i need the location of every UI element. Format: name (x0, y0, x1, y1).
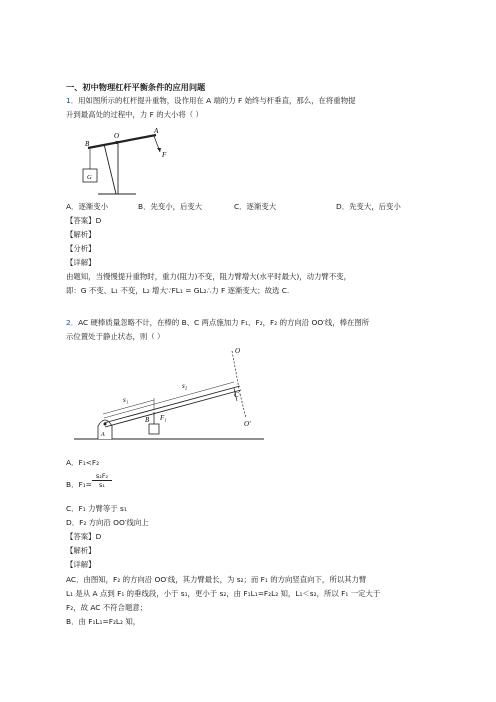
q1-stem-line1: 1．用如图所示的杠杆提升重物，设作用在 A 端的力 F 始终与杆垂直，那么，在将重物提 (66, 96, 356, 105)
q2-number: 2． (66, 318, 79, 327)
q1-label-g: G (87, 174, 92, 181)
q1-option-a: A．逐渐变小 (66, 202, 109, 211)
q1-answer: 【答案】D (66, 216, 102, 225)
q2-detail-line3: F₂，故 AC 不符合题意； (66, 603, 148, 612)
q1-detail-line1: 由题知，当慢慢提升重物时，重力(阻力)不变，阻力臂增大(水平时最大)，动力臂不变， (66, 272, 351, 281)
q1-lever-bar (88, 135, 156, 148)
q2-option-a: A．F₁<F₂ (66, 458, 100, 467)
q2-f1-weight (149, 424, 159, 434)
q2-label-a: A (101, 432, 105, 438)
q2-detail-line4: B．由 F₁L₁=F₂L₂ 知， (66, 617, 141, 626)
q1-detail-head: 【详解】 (66, 258, 96, 267)
q2-stem-line1: 2．AC 硬棒质量忽略不计，在棒的 B、C 两点施加力 F₁、F₂，F₂ 的方向沿 OO′线，棒在图所 (66, 318, 370, 327)
q2-label-o: O (235, 347, 241, 355)
q2-label-f1: F₁ (160, 414, 167, 422)
q1-number: 1． (66, 96, 79, 105)
q1-lever-figure (78, 124, 178, 196)
q2-rod-top (104, 386, 240, 423)
q1-option-c: C．逐渐变大 (234, 202, 277, 211)
q2-stem-line2: 示位置处于静止状态，则（ ） (66, 332, 165, 341)
q1-pivot (115, 141, 118, 144)
q2-detail-head: 【详解】 (66, 560, 96, 569)
q2-option-b-numerator: s₂F₂ (92, 473, 112, 481)
q1-detail-line2: 即：G 不变、L₁ 不变，L₂ 增大∵FL₁ = GL₂∴力 F 逐渐变大；故选 C. (66, 286, 290, 295)
q1-support-left (104, 144, 116, 194)
q2-detail-line1: AC．由图知，F₂ 的方向沿 OO′线，其力臂最长，为 s₂；而 F₁ 的方向竖直向下，所以其力臂 (66, 575, 367, 584)
q1-force-arrowhead (157, 148, 161, 152)
q1-label-o: O (114, 132, 120, 140)
q2-option-b: B．F₁= (66, 480, 92, 489)
q2-label-b: B (145, 416, 150, 424)
q1-stem-line2: 升到最高处的过程中，力 F 的大小将（ ） (66, 110, 203, 119)
q2-answer: 【答案】D (66, 532, 102, 541)
q1-option-d: D．先变大，后变小 (336, 202, 401, 211)
q2-label-o-prime: O′ (244, 420, 251, 428)
q1-option-b: B．先变小，后变大 (138, 202, 203, 211)
q2-detail-line2: L₁ 是从 A 点到 F₁ 的垂线段，小于 s₁，更小于 s₂，由 F₁L₁=F₂L₂ 知，L₁＜s₂，所以 F₁ 一定大于 (66, 589, 381, 598)
q2-label-s1: s₁ (123, 396, 129, 404)
q1-label-a: A (154, 127, 159, 135)
q2-option-c: C．F₁ 力臂等于 s₁ (66, 504, 127, 513)
q2-option-b-denominator: s₁ (99, 481, 105, 489)
section-title: 一、初中物理杠杆平衡条件的应用问题 (66, 82, 206, 92)
q1-label-b: B (85, 140, 90, 148)
q1-fenxi-head: 【分析】 (66, 244, 96, 253)
q2-rod-figure (74, 346, 270, 446)
q2-analysis-head: 【解析】 (66, 546, 96, 555)
q2-oo-line-lower (240, 394, 246, 418)
q2-option-d: D．F₂ 方向沿 OO′线向上 (66, 518, 149, 527)
q1-analysis-head: 【解析】 (66, 230, 96, 239)
q2-label-c: C (234, 391, 239, 399)
q1-label-f: F (162, 151, 167, 159)
q2-label-s2: s₂ (182, 382, 188, 390)
